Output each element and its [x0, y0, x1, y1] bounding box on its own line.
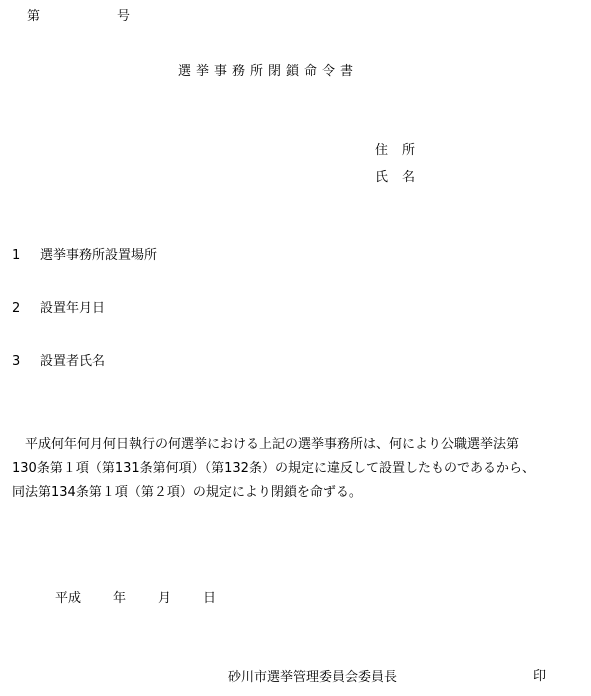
date-day: 日: [203, 591, 217, 606]
item-number: 2: [12, 301, 21, 316]
address-label: 住所: [375, 143, 430, 158]
document-title: 選挙事務所閉鎖命令書: [178, 64, 359, 79]
document-number-suffix: 号: [117, 9, 131, 24]
body-line-1: 平成何年何月何日執行の何選挙における上記の選挙事務所は、何により公職選挙法第: [12, 437, 520, 452]
body-line-3: 同法第134条第１項（第２項）の規定により閉鎖を命ずる。: [12, 485, 362, 500]
item-number: 3: [12, 354, 21, 369]
list-item-location: [12, 248, 157, 264]
list-item-date: [12, 301, 105, 317]
document-number-prefix: 第: [27, 9, 41, 24]
name-label: 氏名: [375, 170, 430, 185]
date-era: 平成: [55, 591, 82, 606]
item-number: 1: [12, 248, 21, 263]
issue-date: [55, 591, 216, 607]
seal-mark: 印: [533, 669, 547, 684]
order-body-text: [12, 433, 587, 505]
list-item-installer: [12, 354, 105, 370]
date-year: 年: [113, 591, 127, 606]
item-label: 設置者氏名: [40, 354, 106, 369]
body-line-2: 130条第１項（第131条第何項）（第132条）の規定に違反して設置したものであるから、: [12, 461, 535, 476]
item-label: 設置年月日: [40, 301, 106, 316]
issuer-title: 砂川市選挙管理委員会委員長: [228, 670, 398, 685]
item-label: 選挙事務所設置場所: [40, 248, 158, 263]
date-month: 月: [158, 591, 172, 606]
